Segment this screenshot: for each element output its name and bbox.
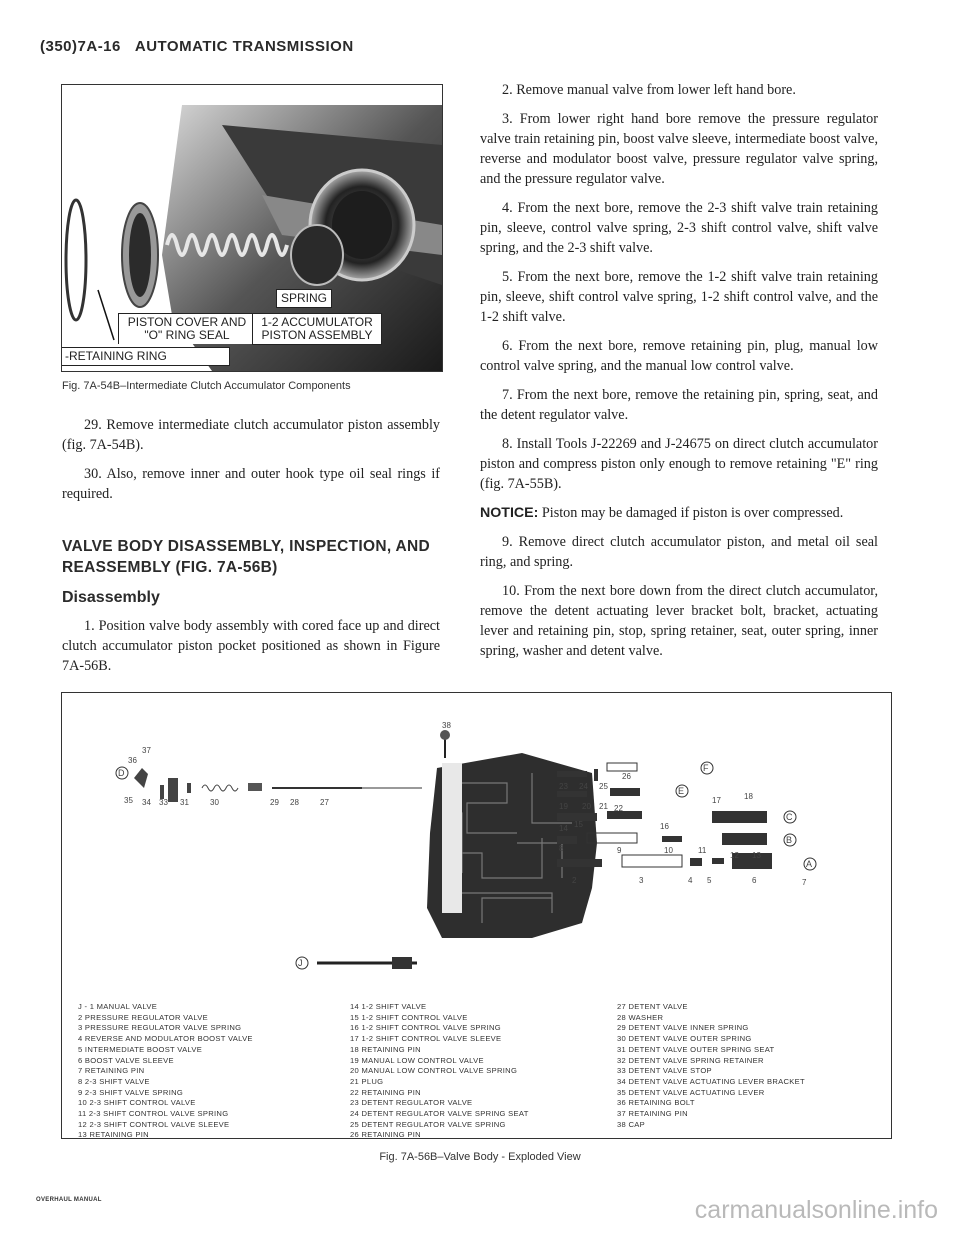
- legend-item: 24 DETENT REGULATOR VALVE SPRING SEAT: [350, 1109, 529, 1119]
- legend-item: 11 2-3 SHIFT CONTROL VALVE SPRING: [78, 1109, 229, 1119]
- legend-item: 8 2-3 SHIFT VALVE: [78, 1076, 150, 1086]
- step-7: 7. From the next bore, remove the retaining pin, spring, seat, and the detent regulator valve.: [480, 387, 878, 423]
- svg-text:12: 12: [730, 851, 739, 860]
- legend-item: 35 DETENT VALVE ACTUATING LEVER: [617, 1087, 765, 1097]
- group-letter-c: C: [786, 812, 793, 822]
- step-4: 4. From the next bore, remove the 2-3 shift valve train retaining pin, sleeve, control valve spring, 2-3 shift control valve, shift valve spring, and the 2-3 shift valve.: [480, 200, 878, 256]
- legend-item: 5 INTERMEDIATE BOOST VALVE: [78, 1044, 203, 1054]
- legend-item: 12 2-3 SHIFT CONTROL VALVE SLEEVE: [78, 1119, 230, 1129]
- legend-item: 14 1-2 SHIFT VALVE: [350, 1002, 427, 1011]
- svg-text:35: 35: [124, 796, 133, 805]
- svg-text:5: 5: [707, 876, 712, 885]
- svg-text:28: 28: [290, 798, 299, 807]
- svg-text:22: 22: [614, 804, 623, 813]
- left-column: [62, 415, 440, 685]
- group-letter-d: D: [118, 768, 125, 778]
- svg-text:16: 16: [660, 822, 669, 831]
- legend-item: 9 2-3 SHIFT VALVE SPRING: [78, 1087, 184, 1097]
- legend-item: J - 1 MANUAL VALVE: [78, 1002, 158, 1011]
- notice-label: NOTICE:: [480, 505, 539, 521]
- footer-manual-name: OVERHAUL MANUAL: [36, 1197, 102, 1203]
- legend-item: 13 RETAINING PIN: [78, 1130, 149, 1139]
- legend-item: 18 RETAINING PIN: [350, 1044, 421, 1054]
- legend-item: 21 PLUG: [350, 1076, 384, 1086]
- step-8: 8. Install Tools J-22269 and J-24675 on direct clutch accumulator piston and compress piston only enough to remove retaining "E" ring (fig. 7A-55B).: [480, 436, 878, 492]
- svg-text:30: 30: [210, 798, 219, 807]
- page-number: (350)7A-16: [40, 38, 121, 55]
- legend-item: 31 DETENT VALVE OUTER SPRING SEAT: [617, 1044, 775, 1054]
- label-piston-cover: [118, 313, 256, 344]
- legend-item: 10 2-3 SHIFT CONTROL VALVE: [78, 1098, 196, 1108]
- svg-text:38: 38: [442, 721, 451, 730]
- legend-item: 26 RETAINING PIN: [350, 1130, 421, 1139]
- right-column: [480, 80, 878, 670]
- group-letter-j: J: [298, 958, 303, 968]
- label-o-ring-line2: "O" RING SEAL: [144, 328, 230, 342]
- svg-text:33: 33: [159, 798, 168, 807]
- svg-text:36: 36: [128, 756, 137, 765]
- step-30: 30. Also, remove inner and outer hook type oil seal rings if required.: [62, 466, 440, 502]
- svg-text:24: 24: [579, 782, 588, 791]
- legend-item: 15 1-2 SHIFT CONTROL VALVE: [350, 1012, 468, 1022]
- svg-text:11: 11: [698, 846, 707, 855]
- svg-text:37: 37: [142, 746, 151, 755]
- legend-item: 6 BOOST VALVE SLEEVE: [78, 1055, 174, 1065]
- section-heading: VALVE BODY DISASSEMBLY, INSPECTION, AND REASSEMBLY (FIG. 7A-56B): [62, 538, 430, 576]
- svg-text:2: 2: [572, 876, 577, 885]
- legend-item: 17 1-2 SHIFT CONTROL VALVE SLEEVE: [350, 1034, 502, 1044]
- step-1: 1. Position valve body assembly with cored face up and direct clutch accumulator piston pocket positioned as shown in Figure 7A-56B.: [62, 618, 440, 674]
- legend-item: 22 RETAINING PIN: [350, 1087, 421, 1097]
- watermark: carmanualsonline.info: [694, 1196, 938, 1224]
- svg-text:4: 4: [688, 876, 693, 885]
- svg-text:20: 20: [582, 802, 591, 811]
- figure1-caption: Fig. 7A-54B–Intermediate Clutch Accumulator Components: [62, 380, 351, 392]
- step-10: 10. From the next bore down from the direct clutch accumulator, remove the detent actuating lever bracket bolt, bracket, actuating lever and retaining pin, stop, spring retainer, seat, outer spring, inner spring, washer and detent valve.: [480, 583, 878, 659]
- legend-item: 38 CAP: [617, 1119, 645, 1129]
- label-accumulator-line1: 1-2 ACCUMULATOR: [261, 315, 373, 329]
- legend-item: 32 DETENT VALVE SPRING RETAINER: [617, 1055, 764, 1065]
- page-header: [40, 38, 354, 55]
- group-letter-a: A: [806, 859, 813, 869]
- svg-text:10: 10: [664, 846, 673, 855]
- legend-column-1: [78, 1002, 253, 1139]
- legend-item: 16 1-2 SHIFT CONTROL VALVE SPRING: [350, 1023, 501, 1033]
- legend-item: 23 DETENT REGULATOR VALVE: [350, 1098, 473, 1108]
- label-accumulator: [252, 313, 382, 345]
- legend-item: 4 REVERSE AND MODULATOR BOOST VALVE: [78, 1034, 253, 1044]
- step-3: 3. From lower right hand bore remove the pressure regulator valve train retaining pin, boost valve sleeve, intermediate boost valve, reverse and modulator boost valve, pressure regulator valve spring, and the pressure regulator valve.: [480, 111, 878, 187]
- svg-text:25: 25: [599, 782, 608, 791]
- svg-text:3: 3: [639, 876, 644, 885]
- valve-body-illustration: [62, 693, 891, 993]
- legend-item: 29 DETENT VALVE INNER SPRING: [617, 1023, 749, 1033]
- svg-text:21: 21: [599, 802, 608, 811]
- svg-text:9: 9: [617, 846, 622, 855]
- svg-text:34: 34: [142, 798, 151, 807]
- group-letter-b: B: [786, 835, 793, 845]
- group-letter-e: E: [678, 786, 685, 796]
- notice-text: Piston may be damaged if piston is over compressed.: [541, 505, 844, 521]
- legend-item: 28 WASHER: [617, 1012, 664, 1022]
- notice: [480, 503, 878, 523]
- svg-text:17: 17: [712, 796, 721, 805]
- svg-text:8: 8: [559, 844, 564, 853]
- legend-item: 37 RETAINING PIN: [617, 1109, 688, 1119]
- legend-item: 7 RETAINING PIN: [78, 1066, 145, 1076]
- step-6: 6. From the next bore, remove retaining pin, plug, manual low control valve spring, and the manual low control valve.: [480, 338, 878, 374]
- legend-item: 36 RETAINING BOLT: [617, 1098, 695, 1108]
- figure2-caption: Fig. 7A-56B–Valve Body - Exploded View: [379, 1151, 581, 1163]
- svg-text:14: 14: [559, 824, 568, 833]
- svg-text:18: 18: [744, 792, 753, 801]
- label-spring: SPRING: [276, 289, 332, 308]
- svg-text:31: 31: [180, 798, 189, 807]
- label-piston-cover-line1: PISTON COVER AND: [127, 315, 247, 329]
- legend-item: 34 DETENT VALVE ACTUATING LEVER BRACKET: [617, 1076, 805, 1086]
- subsection-heading: Disassembly: [62, 589, 160, 606]
- svg-text:15: 15: [574, 820, 583, 829]
- step-5: 5. From the next bore, remove the 1-2 shift valve train retaining pin, sleeve, shift control valve spring, 1-2 shift control valve, and the 1-2 shift valve.: [480, 269, 878, 325]
- figure-accumulator-photo: [61, 84, 443, 372]
- group-letter-f: F: [703, 763, 709, 773]
- legend-item: 30 DETENT VALVE OUTER SPRING: [617, 1034, 752, 1044]
- svg-text:19: 19: [559, 802, 568, 811]
- label-accumulator-line2: PISTON ASSEMBLY: [261, 328, 373, 342]
- svg-text:6: 6: [752, 876, 757, 885]
- figure-valve-body-exploded: [61, 692, 892, 1139]
- svg-text:27: 27: [320, 798, 329, 807]
- legend-item: 19 MANUAL LOW CONTROL VALVE: [350, 1055, 484, 1065]
- legend-column-2: [350, 1002, 529, 1139]
- svg-text:26: 26: [622, 772, 631, 781]
- svg-text:23: 23: [559, 782, 568, 791]
- step-9: 9. Remove direct clutch accumulator piston, and metal oil seal ring, and spring.: [480, 534, 878, 570]
- legend-item: 27 DETENT VALVE: [617, 1002, 688, 1011]
- legend-item: 33 DETENT VALVE STOP: [617, 1066, 712, 1076]
- svg-text:7: 7: [802, 878, 807, 887]
- legend-column-3: [617, 1002, 805, 1130]
- legend-item: 2 PRESSURE REGULATOR VALVE: [78, 1012, 209, 1022]
- svg-text:29: 29: [270, 798, 279, 807]
- legend-item: 20 MANUAL LOW CONTROL VALVE SPRING: [350, 1066, 518, 1076]
- section-title: AUTOMATIC TRANSMISSION: [134, 38, 354, 55]
- label-retaining-ring: -RETAINING RING: [61, 347, 230, 366]
- legend-item: 25 DETENT REGULATOR VALVE SPRING: [350, 1119, 506, 1129]
- svg-text:13: 13: [752, 851, 761, 860]
- legend-item: 3 PRESSURE REGULATOR VALVE SPRING: [78, 1023, 242, 1033]
- step-29: 29. Remove intermediate clutch accumulator piston assembly (fig. 7A-54B).: [62, 417, 440, 453]
- step-2: 2. Remove manual valve from lower left hand bore.: [502, 82, 796, 98]
